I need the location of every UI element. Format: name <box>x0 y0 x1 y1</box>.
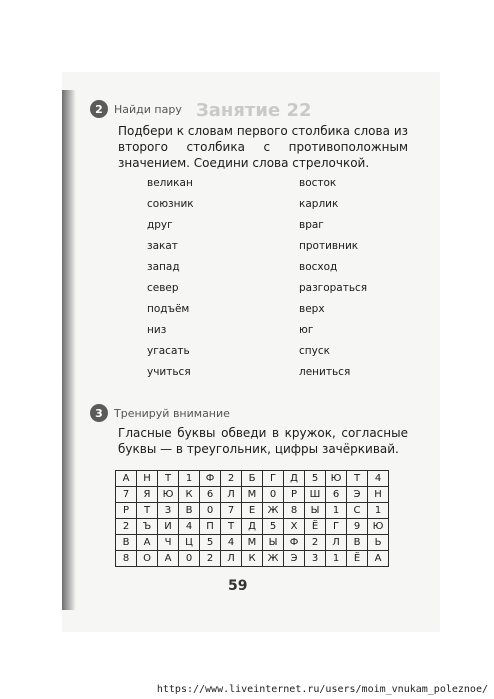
grid-cell: 0 <box>179 551 200 567</box>
grid-cell: 0 <box>263 487 284 503</box>
grid-cell: А <box>116 471 137 487</box>
grid-cell: Т <box>347 471 368 487</box>
grid-cell: Ю <box>368 519 389 535</box>
grid-cell: 7 <box>221 503 242 519</box>
grid-cell: П <box>200 519 221 535</box>
left-column-word: закат <box>147 240 178 252</box>
left-column-word: подъём <box>147 303 190 315</box>
grid-cell: В <box>116 535 137 551</box>
left-column-word: великан <box>147 177 193 189</box>
grid-cell: 3 <box>305 551 326 567</box>
left-column-word: друг <box>147 219 173 231</box>
grid-cell: Ь <box>368 535 389 551</box>
grid-cell: 4 <box>368 471 389 487</box>
grid-cell: 1 <box>326 503 347 519</box>
grid-cell: А <box>137 535 158 551</box>
grid-cell: 2 <box>116 519 137 535</box>
grid-cell: 1 <box>326 551 347 567</box>
grid-cell: 1 <box>179 471 200 487</box>
grid-cell: М <box>242 535 263 551</box>
grid-cell: 6 <box>326 487 347 503</box>
grid-cell: В <box>347 535 368 551</box>
grid-cell: 8 <box>284 503 305 519</box>
grid-cell: Т <box>158 471 179 487</box>
grid-cell: Ё <box>347 551 368 567</box>
grid-cell: А <box>158 551 179 567</box>
left-column-word: союзник <box>147 198 194 210</box>
grid-cell: Б <box>242 471 263 487</box>
grid-cell: 4 <box>179 519 200 535</box>
grid-cell: Ю <box>326 471 347 487</box>
grid-row <box>116 471 389 487</box>
right-column-word: противник <box>299 240 359 252</box>
grid-cell: Ъ <box>137 519 158 535</box>
grid-cell: И <box>158 519 179 535</box>
task3-number-badge: 3 <box>90 404 108 422</box>
task3-header <box>90 404 230 422</box>
grid-cell: Р <box>284 487 305 503</box>
letter-grid <box>115 470 389 567</box>
grid-cell: Т <box>137 503 158 519</box>
grid-cell: Н <box>137 471 158 487</box>
grid-cell: Ю <box>158 487 179 503</box>
grid-cell: 4 <box>221 535 242 551</box>
task2-instructions: Подбери к словам первого столбика слова из второго столбика с противоположным значением. Соедини слова стрелочкой. <box>118 124 408 170</box>
grid-cell: Ш <box>305 487 326 503</box>
left-column-word: низ <box>147 324 167 336</box>
grid-cell: З <box>158 503 179 519</box>
grid-cell: Г <box>263 471 284 487</box>
grid-cell: А <box>368 551 389 567</box>
left-column-word: учиться <box>147 366 191 378</box>
right-column-word: восток <box>299 177 337 189</box>
task3-title: Тренируй внимание <box>114 406 230 420</box>
grid-row <box>116 519 389 535</box>
right-column-word: спуск <box>299 345 330 357</box>
right-column-word: лениться <box>299 366 351 378</box>
grid-cell: 6 <box>200 487 221 503</box>
grid-row <box>116 551 389 567</box>
right-column-word: разгораться <box>299 282 368 294</box>
grid-cell: Д <box>284 471 305 487</box>
grid-cell: Ф <box>200 471 221 487</box>
grid-cell: Д <box>242 519 263 535</box>
right-column-word: карлик <box>299 198 339 210</box>
left-column-word: угасать <box>147 345 190 357</box>
grid-cell: К <box>179 487 200 503</box>
grid-cell: Э <box>284 551 305 567</box>
grid-cell: 5 <box>263 519 284 535</box>
grid-cell: 8 <box>116 551 137 567</box>
grid-cell: Э <box>347 487 368 503</box>
task2-title: Найди пару <box>114 102 182 116</box>
grid-cell: Т <box>221 519 242 535</box>
grid-cell: Ж <box>263 551 284 567</box>
grid-cell: 7 <box>116 487 137 503</box>
task2-header <box>90 100 182 118</box>
right-column-word: восход <box>299 261 338 273</box>
grid-cell: 2 <box>200 551 221 567</box>
grid-row <box>116 503 389 519</box>
grid-cell: Е <box>242 503 263 519</box>
grid-cell: Я <box>137 487 158 503</box>
grid-cell: Х <box>284 519 305 535</box>
left-column-word: север <box>147 282 179 294</box>
grid-cell: В <box>179 503 200 519</box>
grid-cell: Н <box>368 487 389 503</box>
grid-cell: Ё <box>305 519 326 535</box>
grid-cell: Ф <box>284 535 305 551</box>
grid-cell: 9 <box>347 519 368 535</box>
right-column-word: враг <box>299 219 324 231</box>
scan-binding-shadow <box>62 90 76 610</box>
task3-instructions: Гласные буквы обведи в кружок, согласные буквы — в треугольник, цифры зачёркивай. <box>118 426 408 456</box>
grid-cell: 2 <box>221 471 242 487</box>
task2-number-badge: 2 <box>90 100 108 118</box>
grid-cell: Ц <box>179 535 200 551</box>
grid-cell: 5 <box>305 471 326 487</box>
grid-cell: М <box>242 487 263 503</box>
bleed-through-heading: Занятие 22 <box>196 100 312 121</box>
grid-cell: 2 <box>305 535 326 551</box>
grid-cell: Л <box>221 487 242 503</box>
left-column-word: запад <box>147 261 180 273</box>
grid-cell: Ы <box>263 535 284 551</box>
grid-cell: Ч <box>158 535 179 551</box>
grid-cell: Л <box>326 535 347 551</box>
grid-row <box>116 535 389 551</box>
grid-row <box>116 487 389 503</box>
grid-cell: Г <box>326 519 347 535</box>
grid-cell: Ы <box>305 503 326 519</box>
grid-cell: 0 <box>200 503 221 519</box>
right-column-word: верх <box>299 303 325 315</box>
page-number: 59 <box>228 578 248 594</box>
grid-cell: Ж <box>263 503 284 519</box>
right-column-word: юг <box>299 324 314 336</box>
grid-cell: Л <box>221 551 242 567</box>
grid-cell: 1 <box>368 503 389 519</box>
grid-cell: С <box>347 503 368 519</box>
grid-cell: О <box>137 551 158 567</box>
grid-cell: К <box>242 551 263 567</box>
source-url: https://www.liveinternet.ru/users/moim_vnukam_poleznoe/ <box>156 684 488 695</box>
grid-cell: Р <box>116 503 137 519</box>
grid-cell: 5 <box>200 535 221 551</box>
